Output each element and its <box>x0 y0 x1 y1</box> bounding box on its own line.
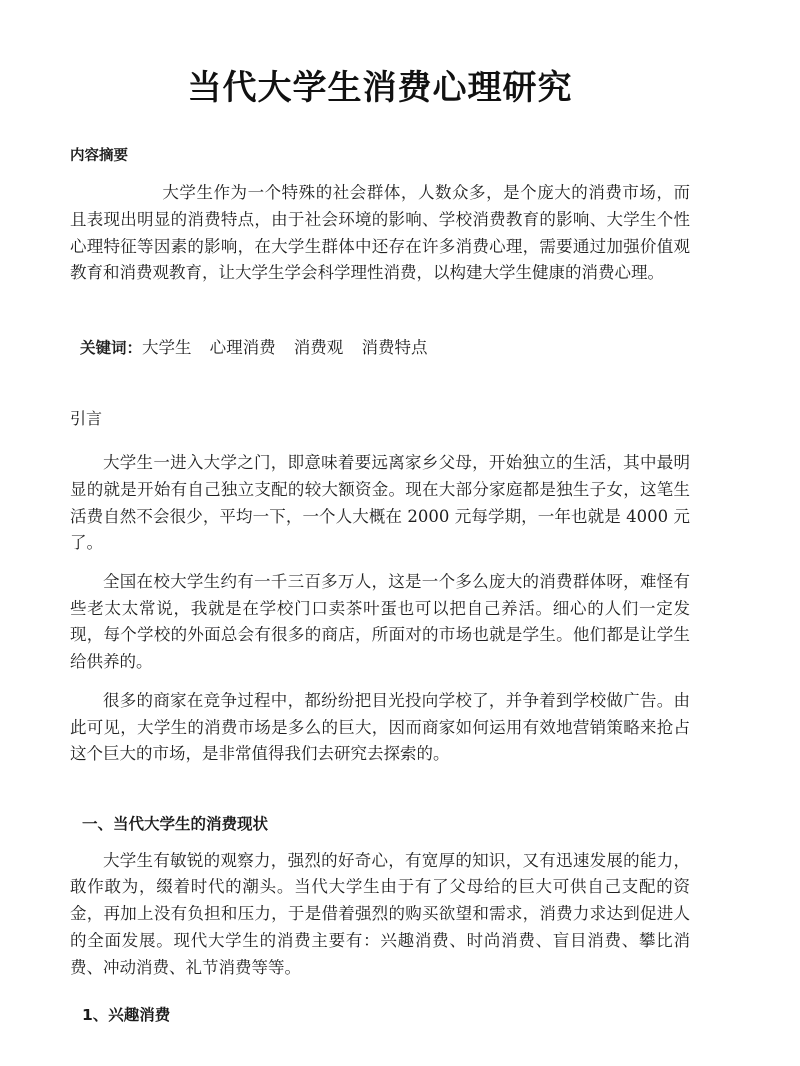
section-paragraph: 大学生有敏锐的观察力，强烈的好奇心，有宽厚的知识，又有迅速发展的能力，敢作敢为，缀着时代的潮头。当代大学生由于有了父母给的巨大可供自己支配的资金，再加上没有负担和压力，于是借着强烈的购买欲望和需求，消费力求达到促进人的全面发展。现代大学生的消费主要有：兴趣消费、时尚消费、盲目消费、攀比消费、冲动消费、礼节消费等等。 <box>70 850 690 977</box>
introduction-body <box>70 430 690 768</box>
abstract-body: 大学生作为一个特殊的社会群体，人数众多，是个庞大的消费市场，而且表现出明显的消费特点，由于社会环境的影响、学校消费教育的影响、大学生个性心理特征等因素的影响，在大学生群体中还存在许多消费心理，需要通过加强价值观教育和消费观教育，让大学生学会科学理性消费，以构建大学生健康的消费心理。 <box>70 183 690 283</box>
keyword-item-3: 消费特点 <box>361 337 428 357</box>
keyword-item-0: 大学生 <box>142 337 192 357</box>
keyword-item-1: 心理消费 <box>209 337 276 357</box>
abstract-heading: 内容摘要 <box>70 147 128 164</box>
introduction-paragraph: 全国在校大学生约有一千三百多万人，这是一个多么庞大的消费群体呀，难怪有些老太太常说，我就是在学校门口卖茶叶蛋也可以把自己养活。细心的人们一定发现，每个学校的外面总会有很多的商店，所面对的市场也就是学生。他们都是让学生给供养的。 <box>70 571 690 672</box>
keywords-line <box>70 287 690 362</box>
introduction-paragraph: 大学生一进入大学之门，即意味着要远离家乡父母，开始独立的生活，其中最明显的就是开始有自己独立支配的较大额资金。现在大部分家庭都是独生子女，这笔生活费自然不会很少，平均一下，一个人大概在 2000 元每学期，一年也就是 4000 元了。 <box>70 453 690 553</box>
page-title: 当代大学生消费心理研究 <box>187 68 573 108</box>
section-heading-1: 一、当代大学生的消费现状 <box>82 814 269 833</box>
introduction-heading: 引言 <box>70 408 103 428</box>
document-content <box>70 0 690 1027</box>
keyword-item-2: 消费观 <box>293 337 344 357</box>
keywords-label: 关键词： <box>80 338 143 357</box>
introduction-paragraph: 很多的商家在竞争过程中，都纷纷把目光投向学校了，并争着到学校做广告。由此可见，大学生的消费市场是多么的巨大，因而商家如何运用有效地营销策略来抢占这个巨大的市场，是非常值得我们去研究去探索的。 <box>70 690 690 764</box>
subsection-heading-1-1: 1、兴趣消费 <box>82 1006 171 1025</box>
